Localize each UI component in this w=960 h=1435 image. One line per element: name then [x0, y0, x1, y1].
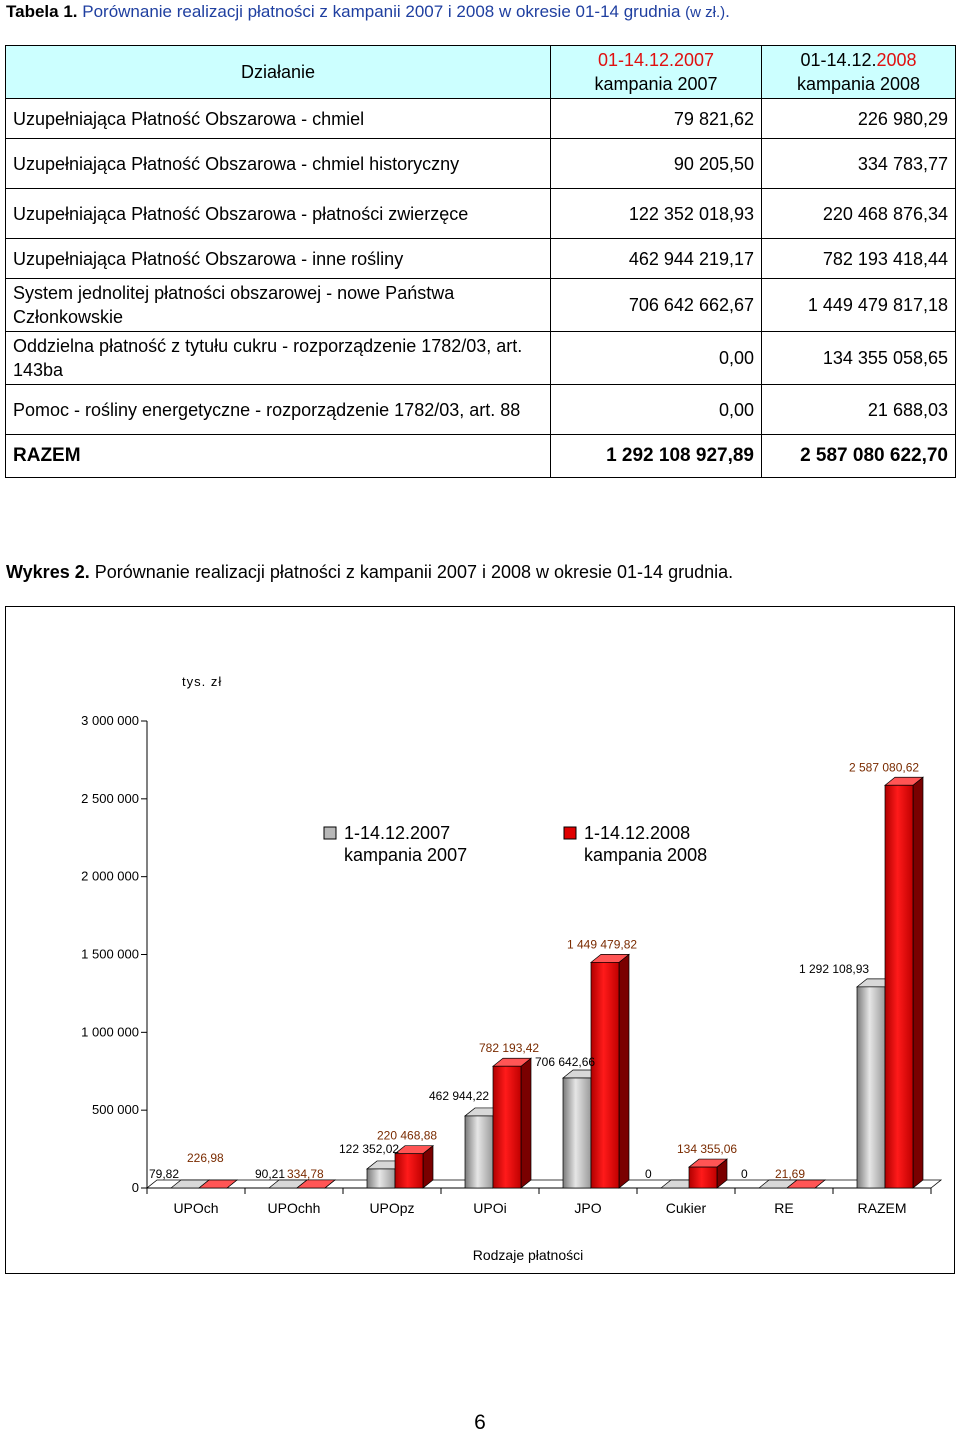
data-label-2007-JPO: 706 642,66: [535, 1054, 596, 1069]
data-label-2008-RAZEM: 2 587 080,62: [849, 760, 920, 775]
header-2007-sub: kampania 2007: [594, 74, 718, 94]
header-2007-date: 01-14.12.2007: [597, 50, 715, 70]
bar-2008-UPOi: [493, 1058, 531, 1188]
row-label: Pomoc - rośliny energetyczne - rozporządzenie 1782/03, art. 88: [6, 385, 551, 435]
x-tick-label: RE: [774, 1200, 794, 1216]
legend-label-line1: 1-14.12.2008: [584, 823, 691, 843]
row-value-2008: 220 468 876,34: [762, 189, 956, 239]
row-label: Oddzielna płatność z tytułu cukru - rozporządzenie 1782/03, art. 143ba: [6, 332, 551, 385]
header-2008: [762, 46, 956, 99]
data-label-2007-Cukier: 0: [645, 1167, 652, 1181]
table-caption-text: Porównanie realizacji płatności z kampanii 2007 i 2008 w okresie 01-14 grudnia: [82, 2, 681, 21]
row-value-2008: 782 193 418,44: [762, 239, 956, 279]
row-label: Uzupełniająca Płatność Obszarowa - płatności zwierzęce: [6, 189, 551, 239]
header-2008-date-b: 2008: [876, 50, 917, 70]
row-value-2007: 90 205,50: [551, 139, 762, 189]
table-total-row: [6, 435, 956, 478]
data-label-2007-UPOpz: 122 352,02: [339, 1141, 400, 1156]
row-value-2007: 122 352 018,93: [551, 189, 762, 239]
y-tick-label: 3 000 000: [81, 713, 139, 728]
table-row: [6, 139, 956, 189]
chart-caption-prefix: Wykres 2.: [6, 562, 90, 582]
header-2007: [551, 46, 762, 99]
total-label: RAZEM: [6, 435, 551, 478]
payments-table: [5, 45, 956, 478]
x-tick-label: UPOpz: [369, 1200, 415, 1216]
row-value-2008: 334 783,77: [762, 139, 956, 189]
legend-label-line1: 1-14.12.2007: [344, 823, 451, 843]
x-tick-label: UPOchh: [267, 1200, 321, 1216]
legend-label-line2: kampania 2008: [584, 845, 708, 865]
bar-2008-RAZEM: [885, 777, 923, 1188]
y-tick-label: 2 000 000: [81, 868, 139, 884]
header-action: Działanie: [6, 46, 551, 99]
row-value-2008: 134 355 058,65: [762, 332, 956, 385]
data-label-2007-UPOch: 79,82: [149, 1166, 180, 1181]
row-value-2007: 0,00: [551, 385, 762, 435]
total-value-2007: 1 292 108 927,89: [551, 435, 762, 478]
legend-label-line2: kampania 2007: [344, 845, 468, 865]
table-row: [6, 385, 956, 435]
data-label-2008-UPOchh: 334,78: [287, 1166, 324, 1181]
chart-caption: [6, 562, 733, 583]
x-tick-label: UPOi: [473, 1200, 507, 1216]
x-axis-title: Rodzaje płatności: [472, 1247, 584, 1263]
row-label: Uzupełniająca Płatność Obszarowa - inne rośliny: [6, 239, 551, 279]
y-tick-label: 500 000: [92, 1102, 139, 1118]
row-label: Uzupełniająca Płatność Obszarowa - chmiel: [6, 99, 551, 139]
table-row: [6, 332, 956, 385]
table-caption-end: .: [725, 2, 730, 21]
bar-2008-Cukier: [689, 1159, 727, 1188]
legend-swatch-2008: [564, 827, 576, 839]
table-row: [6, 279, 956, 332]
row-value-2008: 226 980,29: [762, 99, 956, 139]
header-2008-date-a: 01-14.12.: [800, 50, 877, 70]
x-tick-label: JPO: [574, 1200, 602, 1216]
data-label-2008-UPOch: 226,98: [187, 1150, 224, 1165]
table-caption-prefix: Tabela 1.: [6, 2, 78, 21]
legend-swatch-2007: [324, 827, 336, 839]
y-tick-label: 2 500 000: [81, 790, 139, 806]
chart-caption-text: Porównanie realizacji płatności z kampanii 2007 i 2008 w okresie 01-14 grudnia.: [94, 562, 734, 582]
data-label-2008-UPOi: 782 193,42: [479, 1041, 540, 1056]
data-label-2007-RAZEM: 1 292 108,93: [799, 961, 870, 976]
data-label-2007-RE: 0: [741, 1167, 748, 1181]
row-label: System jednolitej płatności obszarowej - nowe Państwa Członkowskie: [6, 279, 551, 332]
x-tick-label: UPOch: [173, 1200, 219, 1216]
y-tick-label: 1 500 000: [81, 946, 139, 962]
data-label-2008-Cukier: 134 355,06: [677, 1142, 738, 1157]
table-row: [6, 239, 956, 279]
bar-2008-UPOpz: [395, 1146, 433, 1188]
y-unit-label: tys. zł: [182, 674, 223, 689]
row-value-2007: 79 821,62: [551, 99, 762, 139]
y-tick-label: 0: [131, 1180, 139, 1195]
row-label: Uzupełniająca Płatność Obszarowa - chmiel historyczny: [6, 139, 551, 189]
y-tick-label: 1 000 000: [81, 1024, 139, 1040]
bar-2008-JPO: [591, 954, 629, 1188]
page-number: 6: [474, 1411, 486, 1434]
data-label-2007-UPOchh: 90,21: [255, 1166, 286, 1181]
chart-frame: [5, 606, 955, 1274]
data-label-2008-RE: 21,69: [775, 1166, 806, 1181]
table-row: [6, 189, 956, 239]
table-caption: [6, 2, 730, 22]
row-value-2008: 21 688,03: [762, 385, 956, 435]
x-tick-label: RAZEM: [857, 1200, 907, 1216]
row-value-2008: 1 449 479 817,18: [762, 279, 956, 332]
data-label-2007-UPOi: 462 944,22: [429, 1088, 490, 1103]
data-label-2008-JPO: 1 449 479,82: [567, 937, 638, 952]
table-row: [6, 99, 956, 139]
row-value-2007: 462 944 219,17: [551, 239, 762, 279]
row-value-2007: 706 642 662,67: [551, 279, 762, 332]
header-2008-sub: kampania 2008: [796, 74, 921, 94]
total-value-2008: 2 587 080 622,70: [762, 435, 956, 478]
table-caption-unit: (w zł.): [685, 4, 726, 21]
x-tick-label: Cukier: [665, 1200, 707, 1216]
bar-chart: [6, 607, 954, 1273]
row-value-2007: 0,00: [551, 332, 762, 385]
data-label-2008-UPOpz: 220 468,88: [377, 1128, 438, 1143]
